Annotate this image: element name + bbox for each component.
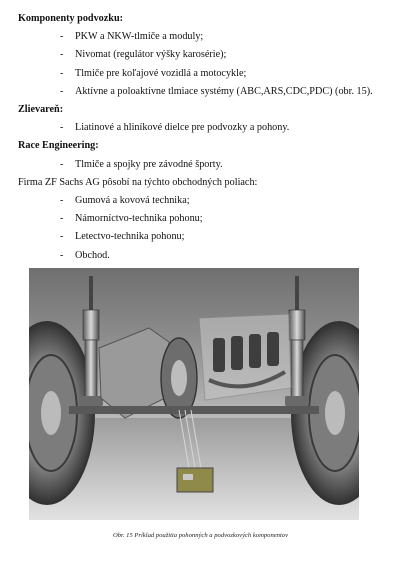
list-item: - Tlmiče a spojky pre závodné športy.: [18, 156, 393, 174]
list-marker: -: [60, 249, 64, 261]
list-marker: -: [60, 158, 64, 170]
figure-caption: Obr. 15 Príklad použitia pohonných a podvozkových komponentov: [112, 532, 289, 539]
list-marker: -: [60, 31, 64, 43]
document-text: [18, 10, 393, 265]
list-item: - Námorníctvo-technika pohonu;: [18, 210, 393, 228]
business-fields-intro: Firma ZF Sachs AG pôsobí na týchto obchodných poliach:: [18, 176, 258, 188]
list-marker: -: [60, 85, 64, 97]
list-marker: -: [60, 67, 64, 79]
list-item: - Nivomat (regulátor výšky karosérie);: [18, 46, 393, 64]
drivetrain-chassis-illustration: [29, 268, 359, 520]
list-item: - Letectvo-technika pohonu;: [18, 228, 393, 246]
heading-foundry: Zlievareň:: [18, 104, 64, 116]
list-item: - Tlmiče pre koľajové vozidlá a motocykle;: [18, 65, 393, 83]
list-marker: -: [60, 122, 64, 134]
list-marker: -: [60, 49, 64, 61]
heading-chassis-components: Komponenty podvozku:: [18, 13, 124, 24]
heading-race-engineering: Race Engineering:: [18, 140, 99, 152]
list-item: - PKW a NKW-tlmiče a moduly;: [18, 28, 393, 46]
list-item: - Aktívne a poloaktívne tlmiace systémy (ABC,ARS,CDC,PDC) (obr. 15).: [18, 83, 393, 101]
engine-block: [199, 314, 291, 400]
list-marker: -: [60, 231, 64, 243]
list-item: - Obchod.: [18, 247, 393, 265]
list-marker: -: [60, 213, 64, 225]
list-marker: -: [60, 195, 64, 207]
drivetrain-illustration-svg: [29, 268, 359, 520]
list-item: - Liatinové a hliníkové dielce pre podvozky a pohony.: [18, 119, 393, 137]
list-item: - Gumová a kovová technika;: [18, 192, 393, 210]
